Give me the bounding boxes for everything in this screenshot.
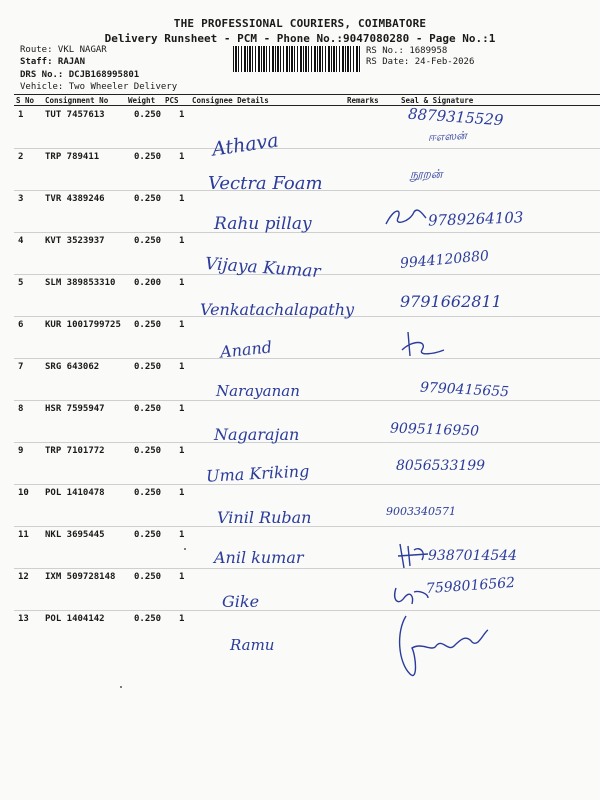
- row-consignment: POL 1404142: [45, 614, 105, 624]
- drs-label: DRS No.: DCJB168995801: [20, 70, 140, 80]
- runsheet-subtitle: Delivery Runsheet - PCM - Phone No.:9047080280 - Page No.:1: [104, 32, 496, 45]
- row-weight: 0.250: [134, 488, 162, 498]
- row-weight: 0.200: [134, 278, 162, 288]
- row-pcs: 1: [179, 446, 185, 456]
- row-sno: 9: [18, 446, 24, 456]
- row-weight: 0.250: [134, 614, 162, 624]
- row-pcs: 1: [179, 152, 185, 162]
- row-consignment: IXM 509728148: [45, 572, 116, 582]
- row-consignment: TRP 789411: [45, 152, 100, 162]
- row-consignment: TRP 7101772: [45, 446, 105, 456]
- row-consignment: SLM 389853310: [45, 278, 116, 288]
- row-weight: 0.250: [134, 320, 162, 330]
- signature-handwriting: 9790415655: [419, 379, 510, 401]
- row-divider: [14, 568, 600, 569]
- row-divider: [14, 400, 600, 401]
- staff-label: Staff: RAJAN: [20, 57, 86, 67]
- consignee-handwriting: Gike: [222, 592, 260, 611]
- signature-handwriting: 9791662811: [400, 292, 502, 311]
- row-divider: [14, 442, 600, 443]
- signature-handwriting: 9387014544: [428, 548, 518, 564]
- row-weight: 0.250: [134, 404, 162, 414]
- signature-scribble: [392, 612, 492, 682]
- signature-scribble: [384, 206, 428, 228]
- consignee-handwriting: Athava: [210, 129, 280, 161]
- row-consignment: SRG 643062: [45, 362, 100, 372]
- row-pcs: 1: [179, 404, 185, 414]
- col-sno: S No: [16, 96, 35, 105]
- consignee-handwriting: Vectra Foam: [208, 173, 323, 194]
- vehicle-label: Vehicle: Two Wheeler Delivery: [20, 82, 178, 92]
- consignee-handwriting: Anand: [219, 337, 273, 362]
- row-divider: [14, 610, 600, 611]
- row-sno: 5: [18, 278, 24, 288]
- row-sno: 12: [18, 572, 29, 582]
- signature-handwriting: 9944120880: [399, 248, 490, 272]
- row-sno: 10: [18, 488, 29, 498]
- ink-dot: [184, 548, 186, 550]
- barcode: [233, 46, 361, 72]
- row-consignment: POL 1410478: [45, 488, 105, 498]
- signature-handwriting: நூறன்: [410, 167, 443, 181]
- row-sno: 3: [18, 194, 24, 204]
- table-header: [14, 94, 600, 106]
- row-pcs: 1: [179, 530, 185, 540]
- consignee-handwriting: Ramu: [230, 636, 275, 654]
- col-pcs: PCS: [165, 96, 179, 105]
- row-sno: 8: [18, 404, 24, 414]
- col-consignee: Consignee Details: [192, 96, 269, 105]
- row-consignment: HSR 7595947: [45, 404, 105, 414]
- row-pcs: 1: [179, 236, 185, 246]
- row-weight: 0.250: [134, 572, 162, 582]
- signature-handwriting: 8879315529: [407, 104, 504, 130]
- row-pcs: 1: [179, 278, 185, 288]
- row-divider: [14, 148, 600, 149]
- rs-number: RS No.: 1689958: [366, 46, 448, 56]
- consignee-handwriting: Uma Kriking: [205, 461, 310, 486]
- consignee-handwriting: Anil kumar: [214, 548, 304, 567]
- signature-handwriting: 9789264103: [427, 208, 524, 230]
- signature-scribble: [396, 542, 430, 570]
- row-sno: 7: [18, 362, 24, 372]
- col-seal: Seal & Signature: [401, 96, 474, 105]
- signature-handwriting: 8056533199: [396, 458, 486, 474]
- consignee-handwriting: Vijaya Kumar: [204, 253, 322, 283]
- row-consignment: KVT 3523937: [45, 236, 105, 246]
- col-consignment: Consignment No: [45, 96, 109, 105]
- row-sno: 4: [18, 236, 24, 246]
- signature-handwriting: 7598016562: [425, 574, 516, 598]
- signature-handwriting: ஈஎஸன்: [427, 128, 468, 145]
- row-weight: 0.250: [134, 110, 162, 120]
- row-pcs: 1: [179, 110, 185, 120]
- row-weight: 0.250: [134, 236, 162, 246]
- row-divider: [14, 358, 600, 359]
- consignee-handwriting: Vinil Ruban: [217, 508, 312, 527]
- row-sno: 6: [18, 320, 24, 330]
- row-pcs: 1: [179, 614, 185, 624]
- row-pcs: 1: [179, 362, 185, 372]
- company-title: THE PROFESSIONAL COURIERS, COIMBATORE: [173, 17, 427, 30]
- consignee-handwriting: Narayanan: [216, 382, 300, 400]
- row-sno: 13: [18, 614, 29, 624]
- row-weight: 0.250: [134, 362, 162, 372]
- row-pcs: 1: [179, 488, 185, 498]
- signature-handwriting: 9003340571: [386, 505, 456, 518]
- signature-scribble: [398, 330, 446, 360]
- row-consignment: KUR 1001799725: [45, 320, 121, 330]
- row-weight: 0.250: [134, 152, 162, 162]
- row-pcs: 1: [179, 194, 185, 204]
- row-weight: 0.250: [134, 194, 162, 204]
- col-remarks: Remarks: [347, 96, 379, 105]
- row-sno: 2: [18, 152, 24, 162]
- rs-date: RS Date: 24-Feb-2026: [366, 57, 475, 67]
- row-consignment: TUT 7457613: [45, 110, 105, 120]
- signature-handwriting: 9095116950: [389, 420, 480, 440]
- row-pcs: 1: [179, 320, 185, 330]
- signature-scribble: [390, 584, 430, 610]
- ink-dot: [120, 686, 122, 688]
- row-pcs: 1: [179, 572, 185, 582]
- route-label: Route: VKL NAGAR: [20, 45, 107, 55]
- row-weight: 0.250: [134, 530, 162, 540]
- col-weight: Weight: [128, 96, 156, 105]
- row-consignment: NKL 3695445: [45, 530, 105, 540]
- row-divider: [14, 484, 600, 485]
- consignee-handwriting: Venkatachalapathy: [200, 300, 355, 319]
- row-sno: 11: [18, 530, 29, 540]
- row-weight: 0.250: [134, 446, 162, 456]
- consignee-handwriting: Rahu pillay: [214, 214, 312, 234]
- consignee-handwriting: Nagarajan: [214, 425, 300, 444]
- row-sno: 1: [18, 110, 24, 120]
- row-consignment: TVR 4389246: [45, 194, 105, 204]
